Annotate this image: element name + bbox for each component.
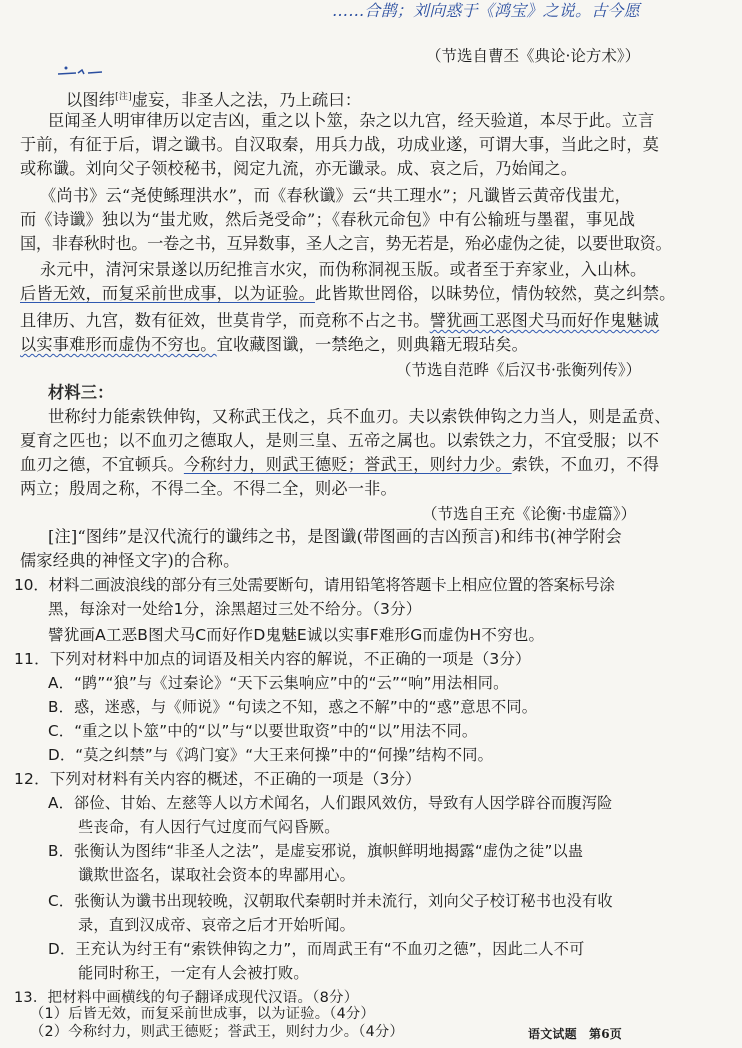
material-3-heading: 材料三： bbox=[48, 383, 114, 402]
m2-line-11: 以实事难形而虚伪不穷也。宜收藏图谶，一禁绝之，则典籍无瑕玷矣。 bbox=[20, 335, 529, 354]
q11-option-b: B．惑，迷惑，与《师说》“句读之不知，惑之不解”中的“惑”意思不同。 bbox=[48, 698, 538, 716]
m2-line-2: 臣闻圣人明审律历以定吉凶，重之以卜筮，杂之以九宫，经天验道，本尽于此。立言 bbox=[48, 111, 655, 130]
source-wangchong: （节选自王充《论衡·书虚篇》） bbox=[422, 505, 637, 523]
q12-option-b-1: B．张衡认为图纬“非圣人之法”，是虚妄邪说，旗帜鲜明地揭露“虚伪之徒”以蛊 bbox=[48, 842, 584, 860]
source-caomi: （节选自曹丕《典论·论方术》） bbox=[426, 47, 641, 65]
underlined-sentence-2: 今称纣力，则武王德贬；誉武王，则纣力少。 bbox=[183, 455, 512, 474]
m2-line-3: 于前，有征于后，谓之谶书。自汉取秦，用兵力战，功成业遂，可谓大事，当此之时，莫 bbox=[20, 135, 660, 154]
q10-stem-2: 黑，每涂对一处给1分，涂黑超过三处不给分。（3分） bbox=[48, 600, 422, 618]
q12-option-d-2: 能同时称王，一定有人会被打败。 bbox=[78, 964, 309, 982]
note-line-2: 儒家经典的神怪文字)的合称。 bbox=[20, 551, 240, 570]
q12-option-c-2: 录，直到汉成帝、哀帝之后才开始听闻。 bbox=[78, 916, 355, 934]
q11-stem: 11．下列对材料中加点的词语及相关内容的解说，不正确的一项是（3分） bbox=[14, 650, 531, 668]
wavy-passage-part-1: 譬犹画工恶图犬马而好作鬼魅诚 bbox=[429, 311, 660, 330]
m2-line-6: 而《诗谶》独以为“蚩尤败，然后尧受命”；《春秋元命包》中有公输班与墨翟，事见战 bbox=[20, 210, 636, 229]
q10-stem-1: 10．材料二画波浪线的部分有三处需要断句，请用铅笔将答题卡上相应位置的答案标号涂 bbox=[14, 576, 615, 594]
m3-line-3: 血刃之德，不宜顿兵。今称纣力，则武王德贬；誉武王，则纣力少。索铁，不血刃，不得 bbox=[20, 455, 660, 474]
m2-line-7: 国，非春秋时也。一卷之书，互异数事，圣人之言，势无若是，殆必虚伪之徒，以要世取资。 bbox=[20, 234, 672, 253]
q12-stem: 12．下列对材料有关内容的概述，不正确的一项是（3分） bbox=[14, 770, 421, 788]
q11-option-a: A．“鹍”“狼”与《过秦论》“天下云集响应”中的“云”“响”用法相同。 bbox=[48, 674, 509, 692]
q10-text: 譬犹画A工恶B图犬马C而好作D鬼魅E诚以实事F难形G而虚伪H不穷也。 bbox=[48, 626, 545, 644]
m3-line-1: 世称纣力能索铁伸钩，又称武王伐之，兵不血刃。夫以索铁伸钩之力当人，则是孟贲、 bbox=[48, 407, 671, 426]
m2-line-5: 《尚书》云“尧使鲧理洪水”，而《春秋谶》云“共工理水”；凡谶皆云黄帝伐蚩尤， bbox=[40, 186, 632, 205]
m3-line-2: 夏育之匹也；以不血刃之德取人，是则三皇、五帝之属也。以索铁之力，不宜受服；以不 bbox=[20, 431, 660, 450]
m2-line-4: 或称谶。刘向父子领校秘书，阅定九流，亦无谶录。成、哀之后，乃始闻之。 bbox=[20, 159, 578, 178]
scribble-mark-icon bbox=[48, 60, 110, 82]
m2-line-1: 以图纬[注]虚妄，非圣人之法，乃上疏曰： bbox=[66, 90, 362, 110]
q12-option-a-2: 些丧命，有人因行气过度而气闷昏厥。 bbox=[78, 818, 340, 836]
m2-line-8: 永元中，清河宋景遂以历纪推言水灾，而伪称洞视玉版。或者至于弃家业，入山林。 bbox=[40, 260, 647, 279]
m3-line-4: 两立；殷周之称，不得二全。不得二全，则必一非。 bbox=[20, 479, 397, 498]
q13-sentence-1: （1）后皆无效，而复采前世成事，以为证验。（4分） bbox=[30, 1006, 375, 1022]
q12-option-d-1: D．王充认为纣王有“索铁伸钩之力”，而周武王有“不血刃之德”，因此二人不可 bbox=[48, 940, 585, 958]
q13-stem-visible: 13．把材料中画横线的句子翻译成现代汉语。（8分） bbox=[14, 990, 359, 1006]
wavy-passage-part-2: 以实事难形而虚伪不穷也。 bbox=[20, 335, 217, 354]
top-fragment: ……合鹊；刘向惑于《鸿宝》之说。古今愿 bbox=[332, 1, 640, 20]
q13-sentence-2: （2）今称纣力，则武王德贬；誉武王，则纣力少。（4分） bbox=[30, 1024, 404, 1040]
q12-option-c-1: C．张衡认为谶书出现较晚，汉朝取代秦朝时并未流行，刘向父子校订秘书也没有收 bbox=[48, 892, 613, 910]
q12-option-a-1: A．郤俭、甘始、左慈等人以方术闻名，人们跟风效仿，导致有人因学辟谷而腹泻险 bbox=[48, 794, 613, 812]
q11-option-d: D．“莫之纠禁”与《鸿门宴》“大王来何操”中的“何操”结构不同。 bbox=[48, 746, 493, 764]
m2-line-9: 后皆无效，而复采前世成事，以为证验。此皆欺世罔俗，以昧势位，情伪较然，莫之纠禁。 bbox=[20, 284, 676, 303]
q11-option-c: C．“重之以卜筮”中的“以”与“以要世取资”中的“以”用法不同。 bbox=[48, 722, 478, 740]
underlined-sentence-1: 后皆无效，而复采前世成事，以为证验。 bbox=[20, 284, 315, 303]
note-line-1: [注]“图纬”是汉代流行的谶纬之书，是图谶(带图画的吉凶预言)和纬书(神学附会 bbox=[48, 527, 622, 546]
q12-option-b-2: 谶欺世盗名，谋取社会资本的卑鄙用心。 bbox=[78, 866, 355, 884]
page-footer: 语文试题 第6页 bbox=[528, 1027, 622, 1041]
m2-line-10: 且律历、九宫，数有征效，世莫肯学，而竞称不占之书。譬犹画工恶图犬马而好作鬼魅诚 bbox=[20, 311, 660, 330]
source-fanye: （节选自范晔《后汉书·张衡列传》） bbox=[396, 361, 642, 379]
